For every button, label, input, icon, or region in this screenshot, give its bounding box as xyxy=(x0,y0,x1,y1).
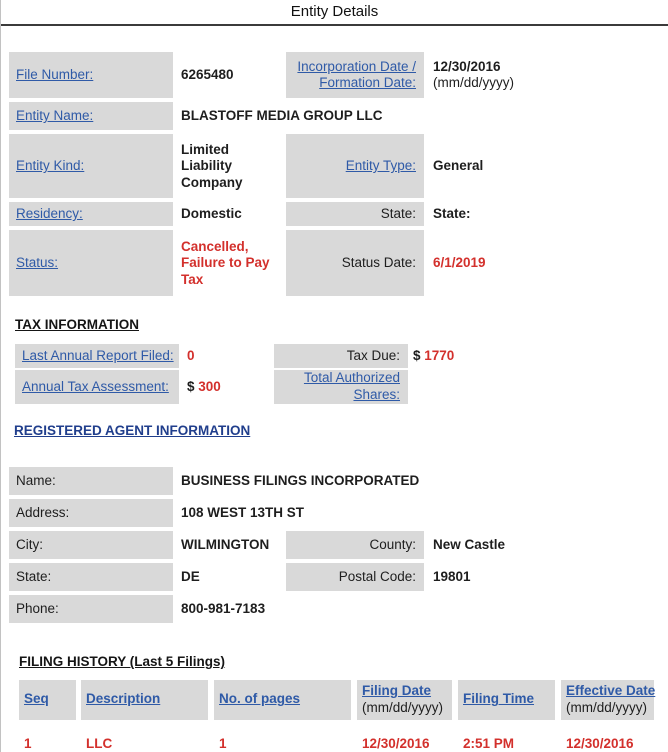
entity-kind-row xyxy=(9,134,660,198)
page-content xyxy=(1,52,668,752)
filing-history-section xyxy=(19,654,660,752)
agent-county-value: New Castle xyxy=(433,537,506,552)
entity-kind-label-box xyxy=(9,134,173,198)
effective-date-format: (mm/dd/yyyy) xyxy=(566,699,647,715)
total-authorized-shares-link[interactable]: Total Authorized Shares: xyxy=(303,370,400,402)
agent-name-row xyxy=(9,467,660,495)
registered-agent-section xyxy=(9,467,660,623)
agent-city-row xyxy=(9,531,660,559)
status-link[interactable]: Status: xyxy=(16,255,59,271)
total-authorized-shares-label-box xyxy=(274,370,408,404)
entity-type-label-box xyxy=(286,134,424,198)
agent-state-label: State: xyxy=(16,569,52,584)
state-value: State: xyxy=(433,206,471,222)
last-annual-report-link[interactable]: Last Annual Report Filed: xyxy=(22,347,174,363)
entity-details-section xyxy=(9,52,660,296)
registered-agent-heading: REGISTERED AGENT INFORMATION xyxy=(14,422,251,438)
residency-row xyxy=(9,202,660,226)
agent-phone-value: 800-981-7183 xyxy=(181,601,266,616)
annual-tax-assessment-value-box xyxy=(179,370,274,404)
status-date-label-box xyxy=(286,230,424,296)
agent-name-label: Name: xyxy=(16,473,56,488)
pages-sort-link[interactable]: No. of pages xyxy=(219,691,301,707)
agent-city-label-box xyxy=(9,531,173,559)
agent-name-label-box xyxy=(9,467,173,495)
filing-pages-value: 1 xyxy=(219,735,227,751)
agent-phone-label-box xyxy=(9,595,173,623)
filing-time-sort-link[interactable]: Filing Time xyxy=(463,691,535,707)
filing-time-value: 2:51 PM xyxy=(463,735,515,751)
tax-information-heading: TAX INFORMATION xyxy=(15,317,139,333)
last-annual-report-label-box xyxy=(15,344,179,368)
entity-name-row xyxy=(9,102,660,130)
filing-description-value: LLC xyxy=(86,735,113,751)
column-header-seq xyxy=(19,680,76,720)
file-number-link[interactable]: File Number: xyxy=(16,67,94,83)
filing-effective-date-value: 12/30/2016 xyxy=(566,735,634,751)
agent-address-row xyxy=(9,499,660,527)
column-header-filing-date xyxy=(357,680,452,720)
agent-name-value: BUSINESS FILINGS INCORPORATED xyxy=(181,473,420,488)
tax-information-section xyxy=(15,317,660,403)
filing-date-value: 12/30/2016 xyxy=(362,735,430,751)
filing-date-format: (mm/dd/yyyy) xyxy=(362,699,443,715)
annual-tax-assessment-currency: $ xyxy=(187,378,195,394)
status-date-label: Status Date: xyxy=(341,255,416,271)
effective-date-sort-link[interactable]: Effective Date xyxy=(566,683,656,699)
filing-history-heading: FILING HISTORY (Last 5 Filings) xyxy=(19,654,226,670)
filing-seq-value: 1 xyxy=(24,735,32,751)
column-header-description xyxy=(81,680,208,720)
entity-name-value: BLASTOFF MEDIA GROUP LLC xyxy=(181,108,383,124)
total-authorized-shares-value xyxy=(408,370,660,404)
tax-due-value-box xyxy=(408,344,660,368)
file-number-label-box xyxy=(9,52,173,98)
residency-value: Domestic xyxy=(181,206,242,222)
residency-label-box xyxy=(9,202,173,226)
entity-name-label-box xyxy=(9,102,173,130)
status-date-value: 6/1/2019 xyxy=(433,255,486,271)
entity-type-link[interactable]: Entity Type: xyxy=(345,158,416,174)
incorporation-date-label-box xyxy=(286,52,424,98)
agent-postal-code-value: 19801 xyxy=(433,569,471,584)
column-header-effective-date xyxy=(561,680,654,720)
tax-due-label: Tax Due: xyxy=(346,347,400,363)
incorporation-date-link[interactable]: Incorporation Date / Formation Date: xyxy=(297,58,416,91)
annual-tax-assessment-label-box xyxy=(15,370,179,404)
file-number-row xyxy=(9,52,660,98)
state-label: State: xyxy=(380,206,416,222)
page-title: Entity Details xyxy=(290,3,379,20)
incorporation-date-value: 12/30/2016 xyxy=(433,58,501,74)
agent-address-label-box xyxy=(9,499,173,527)
tax-due-currency: $ xyxy=(413,347,421,363)
state-label-box xyxy=(286,202,424,226)
file-number-value: 6265480 xyxy=(181,67,234,83)
filing-date-sort-link[interactable]: Filing Date xyxy=(362,683,432,699)
filing-history-data-row xyxy=(19,736,660,752)
annual-tax-assessment-link[interactable]: Annual Tax Assessment: xyxy=(22,378,169,394)
entity-name-link[interactable]: Entity Name: xyxy=(16,108,94,124)
agent-address-value: 108 WEST 13TH ST xyxy=(181,505,305,520)
seq-sort-link[interactable]: Seq xyxy=(24,691,49,707)
entity-type-value: General xyxy=(433,158,484,174)
agent-postal-code-label-box xyxy=(286,563,424,591)
agent-postal-code-label: Postal Code: xyxy=(338,569,416,584)
agent-city-value: WILMINGTON xyxy=(181,537,270,552)
agent-phone-row xyxy=(9,595,660,623)
residency-link[interactable]: Residency: xyxy=(16,206,83,222)
status-value: Cancelled, Failure to Pay Tax xyxy=(181,238,270,287)
agent-phone-label: Phone: xyxy=(16,601,59,616)
tax-due-label-box xyxy=(274,344,408,368)
title-divider xyxy=(1,24,668,26)
agent-state-label-box xyxy=(9,563,173,591)
status-row xyxy=(9,230,660,296)
column-header-pages xyxy=(214,680,351,720)
incorporation-date-format: (mm/dd/yyyy) xyxy=(433,75,514,91)
agent-city-label: City: xyxy=(16,537,43,552)
tax-row-2 xyxy=(15,370,660,404)
agent-county-label-box xyxy=(286,531,424,559)
description-sort-link[interactable]: Description xyxy=(86,691,161,707)
agent-county-label: County: xyxy=(369,537,416,552)
agent-address-label: Address: xyxy=(16,505,70,520)
status-label-box xyxy=(9,230,173,296)
incorporation-date-value-box xyxy=(424,52,660,98)
filing-history-header-row xyxy=(19,680,660,720)
tax-row-1 xyxy=(15,344,660,368)
entity-kind-value: Limited Liability Company xyxy=(181,141,243,190)
tax-due-value: 1770 xyxy=(424,347,455,363)
column-header-filing-time xyxy=(458,680,555,720)
agent-state-row xyxy=(9,563,660,591)
last-annual-report-value: 0 xyxy=(187,347,195,363)
agent-state-value: DE xyxy=(181,569,200,584)
entity-kind-link[interactable]: Entity Kind: xyxy=(16,158,85,174)
annual-tax-assessment-value: 300 xyxy=(198,378,221,394)
